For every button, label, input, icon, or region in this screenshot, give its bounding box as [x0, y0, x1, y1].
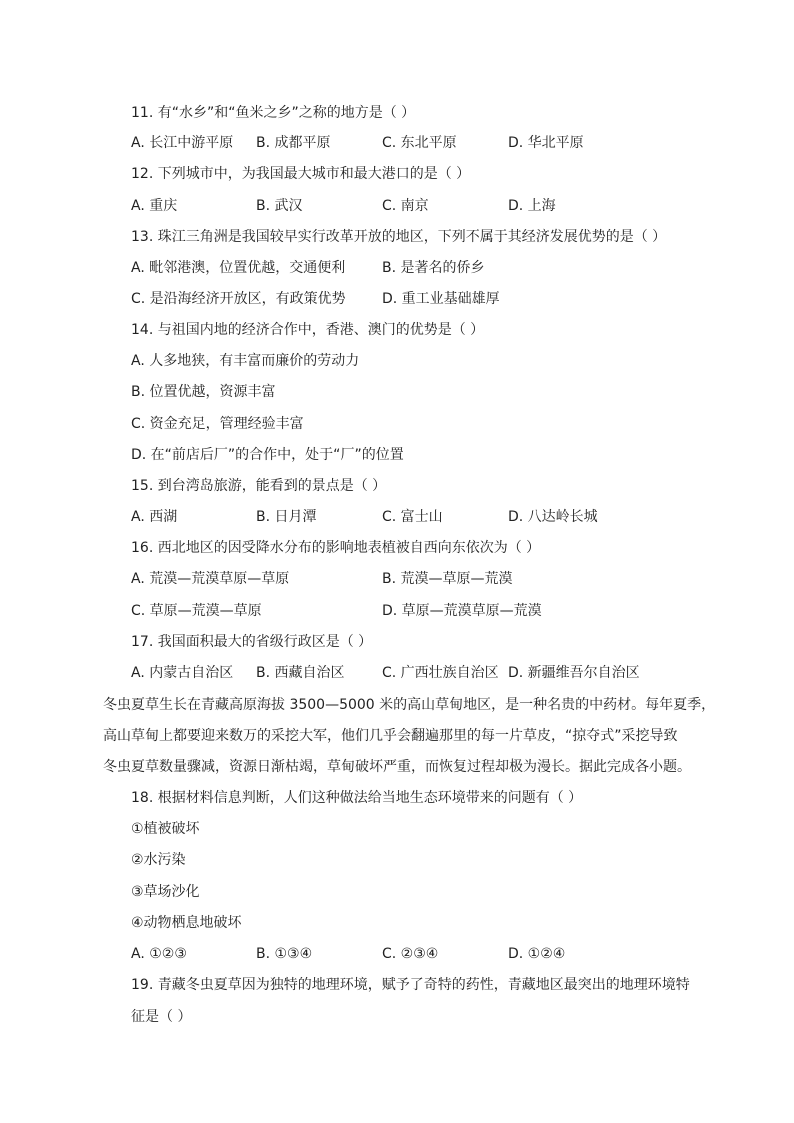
question-18-item-1: ①植被破坏 — [131, 821, 200, 837]
passage-line-1: 冬虫夏草生长在青藏高原海拔 3500—5000 米的高山草甸地区，是一种名贵的中药材。每年夏季， — [103, 697, 716, 713]
question-17-option-d: D. 新疆维吾尔自治区 — [508, 665, 640, 681]
question-18-option-a: A. ①②③ — [131, 946, 187, 962]
question-18-option-c: C. ②③④ — [382, 946, 439, 962]
question-13-option-a: A. 毗邻港澳，位置优越，交通便利 — [131, 260, 346, 276]
question-11-option-b: B. 成都平原 — [256, 135, 331, 151]
question-11-option-d: D. 华北平原 — [508, 135, 584, 151]
question-16-option-b: B. 荒漠—草原—荒漠 — [382, 571, 513, 587]
question-16-option-a: A. 荒漠—荒漠草原—草原 — [131, 571, 290, 587]
question-15-option-a: A. 西湖 — [131, 509, 178, 525]
question-18-option-d: D. ①②④ — [508, 946, 566, 962]
question-19-stem-line-1: 19. 青藏冬虫夏草因为独特的地理环境，赋予了奇特的药性，青藏地区最突出的地理环境特 — [131, 977, 690, 993]
question-11-stem: 11. 有“水乡”和“鱼米之乡”之称的地方是（ ） — [131, 105, 416, 121]
question-17-stem: 17. 我国面积最大的省级行政区是（ ） — [131, 634, 373, 650]
question-14-option-d: D. 在“前店后厂”的合作中，处于“厂”的位置 — [131, 447, 404, 463]
question-16-option-c: C. 草原—荒漠—草原 — [131, 603, 262, 619]
question-12-option-c: C. 南京 — [382, 198, 429, 214]
question-17-option-b: B. 西藏自治区 — [256, 665, 345, 681]
question-12-option-b: B. 武汉 — [256, 198, 303, 214]
question-17-option-a: A. 内蒙古自治区 — [131, 665, 234, 681]
question-14-option-c: C. 资金充足，管理经验丰富 — [131, 416, 304, 432]
question-15-option-b: B. 日月潭 — [256, 509, 317, 525]
question-12-stem: 12. 下列城市中，为我国最大城市和最大港口的是（ ） — [131, 166, 471, 182]
question-19-stem-line-2: 征是（ ） — [131, 1009, 192, 1025]
question-13-stem: 13. 珠江三角洲是我国较早实行改革开放的地区，下列不属于其经济发展优势的是（ ） — [131, 229, 667, 245]
question-15-option-d: D. 八达岭长城 — [508, 509, 598, 525]
question-12-option-a: A. 重庆 — [131, 198, 178, 214]
question-18-item-4: ④动物栖息地破坏 — [131, 915, 242, 931]
question-14-option-b: B. 位置优越，资源丰富 — [131, 384, 276, 400]
question-16-stem: 16. 西北地区的因受降水分布的影响地表植被自西向东依次为（ ） — [131, 540, 541, 556]
question-18-option-b: B. ①③④ — [256, 946, 313, 962]
question-15-stem: 15. 到台湾岛旅游，能看到的景点是（ ） — [131, 478, 387, 494]
question-13-option-c: C. 是沿海经济开放区，有政策优势 — [131, 291, 346, 307]
question-11-option-a: A. 长江中游平原 — [131, 135, 234, 151]
question-16-option-d: D. 草原—荒漠草原—荒漠 — [382, 603, 542, 619]
question-12-option-d: D. 上海 — [508, 198, 556, 214]
question-14-stem: 14. 与祖国内地的经济合作中，香港、澳门的优势是（ ） — [131, 322, 485, 338]
passage-line-2: 高山草甸上都要迎来数万的采挖大军，他们几乎会翻遍那里的每一片草皮，“掠夺式”采挖导致 — [103, 728, 678, 744]
question-18-stem: 18. 根据材料信息判断，人们这种做法给当地生态环境带来的问题有（ ） — [131, 790, 583, 806]
question-11-option-c: C. 东北平原 — [382, 135, 457, 151]
question-15-option-c: C. 富士山 — [382, 509, 443, 525]
question-17-option-c: C. 广西壮族自治区 — [382, 665, 499, 681]
question-14-option-a: A. 人多地狭，有丰富而廉价的劳动力 — [131, 353, 360, 369]
question-18-item-3: ③草场沙化 — [131, 884, 200, 900]
passage-line-3: 冬虫夏草数量骤减，资源日渐枯竭，草甸破坏严重，而恢复过程却极为漫长。据此完成各小题。 — [103, 759, 691, 775]
question-13-option-d: D. 重工业基础雄厚 — [382, 291, 500, 307]
question-18-item-2: ②水污染 — [131, 852, 186, 868]
question-13-option-b: B. 是著名的侨乡 — [382, 260, 485, 276]
